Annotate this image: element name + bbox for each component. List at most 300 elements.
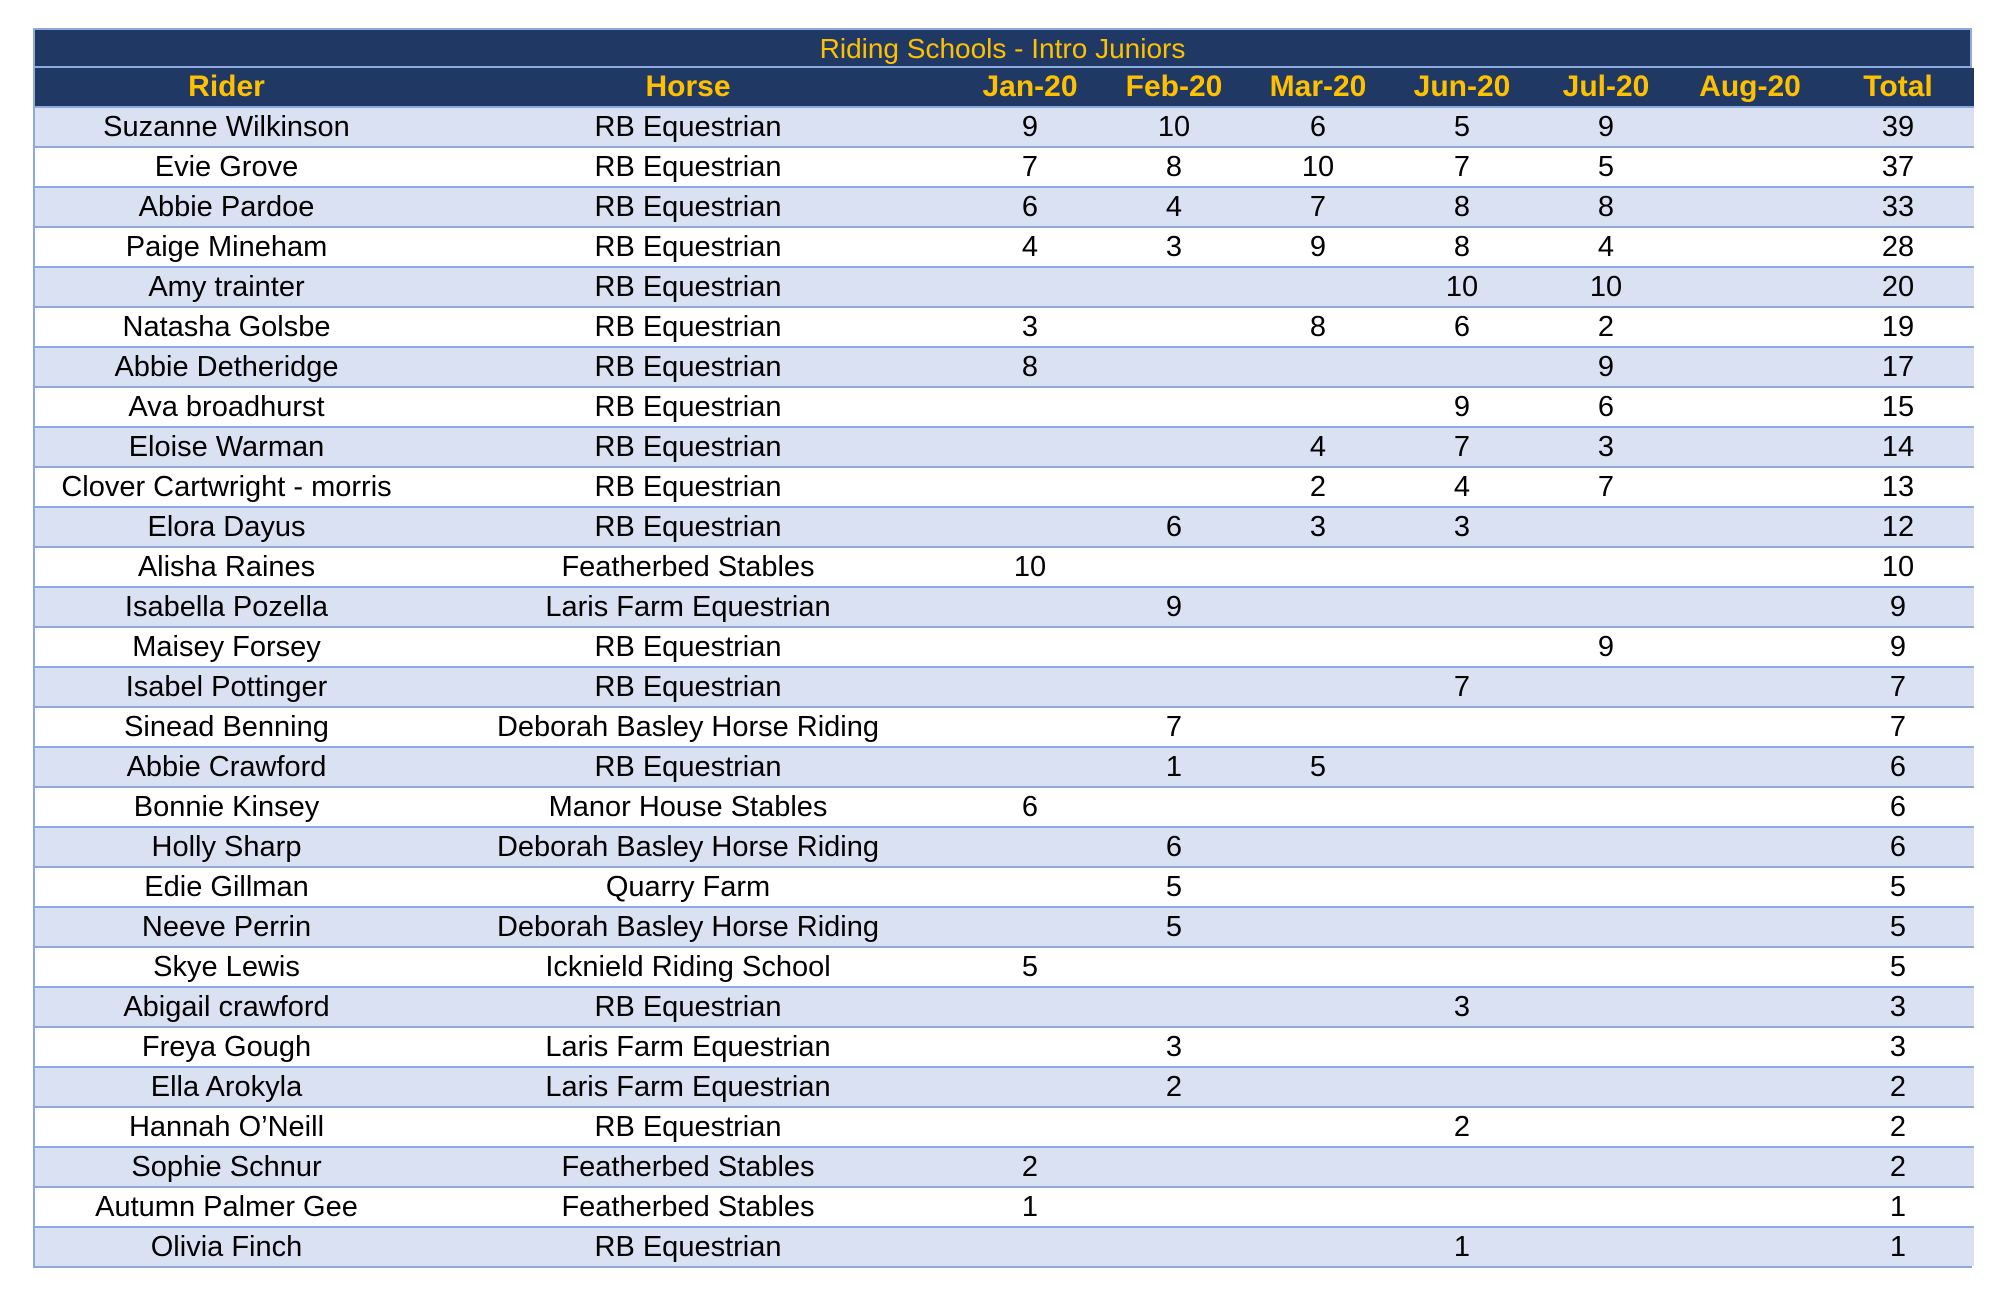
table-row bbox=[35, 747, 1974, 787]
rider-cell: Paige Mineham bbox=[35, 227, 418, 267]
jul-20-cell bbox=[1534, 507, 1678, 547]
column-header-mar-20: Mar-20 bbox=[1246, 68, 1390, 107]
rider-cell: Amy trainter bbox=[35, 267, 418, 307]
rider-cell: Ava broadhurst bbox=[35, 387, 418, 427]
jun-20-cell: 8 bbox=[1390, 187, 1534, 227]
rider-cell: Abbie Pardoe bbox=[35, 187, 418, 227]
jun-20-cell: 1 bbox=[1390, 1227, 1534, 1266]
total-cell: 1 bbox=[1822, 1227, 1974, 1266]
jan-20-cell: 3 bbox=[958, 307, 1102, 347]
jun-20-cell: 6 bbox=[1390, 307, 1534, 347]
total-cell: 1 bbox=[1822, 1187, 1974, 1227]
rider-cell: Olivia Finch bbox=[35, 1227, 418, 1266]
total-cell: 5 bbox=[1822, 867, 1974, 907]
mar-20-cell bbox=[1246, 707, 1390, 747]
total-cell: 3 bbox=[1822, 1027, 1974, 1067]
feb-20-cell: 3 bbox=[1102, 227, 1246, 267]
table-row bbox=[35, 1067, 1974, 1107]
mar-20-cell bbox=[1246, 907, 1390, 947]
mar-20-cell bbox=[1246, 547, 1390, 587]
results-sheet bbox=[33, 28, 1972, 1268]
horse-cell: RB Equestrian bbox=[418, 387, 958, 427]
horse-cell: Laris Farm Equestrian bbox=[418, 1027, 958, 1067]
jan-20-cell bbox=[958, 267, 1102, 307]
jun-20-cell bbox=[1390, 747, 1534, 787]
mar-20-cell: 10 bbox=[1246, 147, 1390, 187]
jun-20-cell bbox=[1390, 827, 1534, 867]
jun-20-cell: 3 bbox=[1390, 507, 1534, 547]
total-cell: 7 bbox=[1822, 667, 1974, 707]
horse-cell: RB Equestrian bbox=[418, 187, 958, 227]
jan-20-cell bbox=[958, 827, 1102, 867]
jul-20-cell: 5 bbox=[1534, 147, 1678, 187]
jun-20-cell: 2 bbox=[1390, 1107, 1534, 1147]
mar-20-cell: 4 bbox=[1246, 427, 1390, 467]
rider-cell: Freya Gough bbox=[35, 1027, 418, 1067]
mar-20-cell bbox=[1246, 987, 1390, 1027]
jan-20-cell bbox=[958, 747, 1102, 787]
jan-20-cell: 1 bbox=[958, 1187, 1102, 1227]
aug-20-cell bbox=[1678, 307, 1822, 347]
horse-cell: RB Equestrian bbox=[418, 467, 958, 507]
rider-cell: Abigail crawford bbox=[35, 987, 418, 1027]
aug-20-cell bbox=[1678, 627, 1822, 667]
aug-20-cell bbox=[1678, 147, 1822, 187]
jan-20-cell: 6 bbox=[958, 787, 1102, 827]
feb-20-cell: 9 bbox=[1102, 587, 1246, 627]
total-cell: 2 bbox=[1822, 1107, 1974, 1147]
jun-20-cell bbox=[1390, 787, 1534, 827]
rider-cell: Abbie Crawford bbox=[35, 747, 418, 787]
table-body bbox=[35, 107, 1974, 1266]
jul-20-cell: 9 bbox=[1534, 627, 1678, 667]
horse-cell: RB Equestrian bbox=[418, 107, 958, 147]
jul-20-cell bbox=[1534, 787, 1678, 827]
horse-cell: RB Equestrian bbox=[418, 987, 958, 1027]
aug-20-cell bbox=[1678, 1107, 1822, 1147]
jun-20-cell: 7 bbox=[1390, 427, 1534, 467]
jan-20-cell: 10 bbox=[958, 547, 1102, 587]
rider-cell: Abbie Detheridge bbox=[35, 347, 418, 387]
total-cell: 10 bbox=[1822, 547, 1974, 587]
table-row bbox=[35, 347, 1974, 387]
total-cell: 9 bbox=[1822, 627, 1974, 667]
jan-20-cell bbox=[958, 1027, 1102, 1067]
column-header-jul-20: Jul-20 bbox=[1534, 68, 1678, 107]
aug-20-cell bbox=[1678, 787, 1822, 827]
aug-20-cell bbox=[1678, 947, 1822, 987]
jul-20-cell bbox=[1534, 1227, 1678, 1266]
rider-cell: Skye Lewis bbox=[35, 947, 418, 987]
feb-20-cell bbox=[1102, 307, 1246, 347]
jan-20-cell bbox=[958, 667, 1102, 707]
total-cell: 5 bbox=[1822, 947, 1974, 987]
mar-20-cell bbox=[1246, 667, 1390, 707]
jan-20-cell: 4 bbox=[958, 227, 1102, 267]
feb-20-cell bbox=[1102, 467, 1246, 507]
jul-20-cell bbox=[1534, 1067, 1678, 1107]
mar-20-cell bbox=[1246, 347, 1390, 387]
total-cell: 7 bbox=[1822, 707, 1974, 747]
horse-cell: RB Equestrian bbox=[418, 627, 958, 667]
table-row bbox=[35, 467, 1974, 507]
table-row bbox=[35, 427, 1974, 467]
jun-20-cell bbox=[1390, 587, 1534, 627]
total-cell: 37 bbox=[1822, 147, 1974, 187]
aug-20-cell bbox=[1678, 427, 1822, 467]
mar-20-cell bbox=[1246, 787, 1390, 827]
jul-20-cell bbox=[1534, 1147, 1678, 1187]
jun-20-cell bbox=[1390, 1067, 1534, 1107]
table-row bbox=[35, 147, 1974, 187]
table-row bbox=[35, 1147, 1974, 1187]
rider-cell: Ella Arokyla bbox=[35, 1067, 418, 1107]
table-row bbox=[35, 227, 1974, 267]
aug-20-cell bbox=[1678, 227, 1822, 267]
table-row bbox=[35, 1227, 1974, 1266]
jan-20-cell bbox=[958, 707, 1102, 747]
rider-cell: Holly Sharp bbox=[35, 827, 418, 867]
total-cell: 17 bbox=[1822, 347, 1974, 387]
mar-20-cell bbox=[1246, 947, 1390, 987]
jan-20-cell bbox=[958, 1067, 1102, 1107]
table-row bbox=[35, 947, 1974, 987]
mar-20-cell: 7 bbox=[1246, 187, 1390, 227]
jun-20-cell: 7 bbox=[1390, 667, 1534, 707]
jan-20-cell: 8 bbox=[958, 347, 1102, 387]
horse-cell: RB Equestrian bbox=[418, 747, 958, 787]
mar-20-cell bbox=[1246, 1147, 1390, 1187]
rider-cell: Edie Gillman bbox=[35, 867, 418, 907]
rider-cell: Alisha Raines bbox=[35, 547, 418, 587]
horse-cell: Laris Farm Equestrian bbox=[418, 587, 958, 627]
aug-20-cell bbox=[1678, 707, 1822, 747]
jun-20-cell: 10 bbox=[1390, 267, 1534, 307]
mar-20-cell bbox=[1246, 1027, 1390, 1067]
jul-20-cell bbox=[1534, 707, 1678, 747]
jul-20-cell bbox=[1534, 547, 1678, 587]
feb-20-cell bbox=[1102, 667, 1246, 707]
table-row bbox=[35, 267, 1974, 307]
column-header-jun-20: Jun-20 bbox=[1390, 68, 1534, 107]
feb-20-cell bbox=[1102, 1147, 1246, 1187]
jun-20-cell bbox=[1390, 947, 1534, 987]
aug-20-cell bbox=[1678, 907, 1822, 947]
rider-cell: Sinead Benning bbox=[35, 707, 418, 747]
jun-20-cell bbox=[1390, 867, 1534, 907]
column-header-aug-20: Aug-20 bbox=[1678, 68, 1822, 107]
aug-20-cell bbox=[1678, 1027, 1822, 1067]
jan-20-cell: 6 bbox=[958, 187, 1102, 227]
mar-20-cell: 8 bbox=[1246, 307, 1390, 347]
table-row bbox=[35, 867, 1974, 907]
table-row bbox=[35, 107, 1974, 147]
feb-20-cell bbox=[1102, 947, 1246, 987]
table-row bbox=[35, 787, 1974, 827]
mar-20-cell bbox=[1246, 827, 1390, 867]
aug-20-cell bbox=[1678, 107, 1822, 147]
horse-cell: RB Equestrian bbox=[418, 1227, 958, 1266]
jun-20-cell: 3 bbox=[1390, 987, 1534, 1027]
jul-20-cell: 2 bbox=[1534, 307, 1678, 347]
jul-20-cell bbox=[1534, 1107, 1678, 1147]
feb-20-cell: 4 bbox=[1102, 187, 1246, 227]
column-header-feb-20: Feb-20 bbox=[1102, 68, 1246, 107]
table-row bbox=[35, 187, 1974, 227]
jun-20-cell bbox=[1390, 1147, 1534, 1187]
column-header-rider: Rider bbox=[35, 68, 418, 107]
aug-20-cell bbox=[1678, 827, 1822, 867]
horse-cell: Manor House Stables bbox=[418, 787, 958, 827]
rider-cell: Neeve Perrin bbox=[35, 907, 418, 947]
mar-20-cell bbox=[1246, 267, 1390, 307]
jan-20-cell bbox=[958, 627, 1102, 667]
horse-cell: RB Equestrian bbox=[418, 427, 958, 467]
aug-20-cell bbox=[1678, 747, 1822, 787]
total-cell: 2 bbox=[1822, 1147, 1974, 1187]
column-header-total: Total bbox=[1822, 68, 1974, 107]
total-cell: 28 bbox=[1822, 227, 1974, 267]
feb-20-cell bbox=[1102, 787, 1246, 827]
rider-cell: Isabel Pottinger bbox=[35, 667, 418, 707]
horse-cell: RB Equestrian bbox=[418, 227, 958, 267]
mar-20-cell bbox=[1246, 627, 1390, 667]
jul-20-cell: 8 bbox=[1534, 187, 1678, 227]
horse-cell: Quarry Farm bbox=[418, 867, 958, 907]
column-header-horse: Horse bbox=[418, 68, 958, 107]
table-row bbox=[35, 1027, 1974, 1067]
rider-cell: Sophie Schnur bbox=[35, 1147, 418, 1187]
jan-20-cell bbox=[958, 867, 1102, 907]
feb-20-cell: 6 bbox=[1102, 827, 1246, 867]
jan-20-cell bbox=[958, 987, 1102, 1027]
rider-cell: Suzanne Wilkinson bbox=[35, 107, 418, 147]
horse-cell: Deborah Basley Horse Riding bbox=[418, 707, 958, 747]
jan-20-cell bbox=[958, 587, 1102, 627]
mar-20-cell bbox=[1246, 1107, 1390, 1147]
rider-cell: Autumn Palmer Gee bbox=[35, 1187, 418, 1227]
total-cell: 39 bbox=[1822, 107, 1974, 147]
aug-20-cell bbox=[1678, 1227, 1822, 1266]
rider-cell: Evie Grove bbox=[35, 147, 418, 187]
aug-20-cell bbox=[1678, 267, 1822, 307]
jan-20-cell bbox=[958, 1227, 1102, 1266]
aug-20-cell bbox=[1678, 387, 1822, 427]
jul-20-cell bbox=[1534, 827, 1678, 867]
jan-20-cell bbox=[958, 907, 1102, 947]
horse-cell: RB Equestrian bbox=[418, 1107, 958, 1147]
mar-20-cell bbox=[1246, 1067, 1390, 1107]
table-row bbox=[35, 507, 1974, 547]
feb-20-cell: 5 bbox=[1102, 867, 1246, 907]
jan-20-cell: 9 bbox=[958, 107, 1102, 147]
jul-20-cell bbox=[1534, 987, 1678, 1027]
jun-20-cell bbox=[1390, 1027, 1534, 1067]
feb-20-cell bbox=[1102, 347, 1246, 387]
jun-20-cell: 4 bbox=[1390, 467, 1534, 507]
aug-20-cell bbox=[1678, 867, 1822, 907]
feb-20-cell bbox=[1102, 1187, 1246, 1227]
jun-20-cell bbox=[1390, 707, 1534, 747]
aug-20-cell bbox=[1678, 587, 1822, 627]
total-cell: 6 bbox=[1822, 827, 1974, 867]
total-cell: 15 bbox=[1822, 387, 1974, 427]
jun-20-cell bbox=[1390, 547, 1534, 587]
table-row bbox=[35, 627, 1974, 667]
jan-20-cell: 7 bbox=[958, 147, 1102, 187]
total-cell: 33 bbox=[1822, 187, 1974, 227]
total-cell: 3 bbox=[1822, 987, 1974, 1027]
mar-20-cell bbox=[1246, 1227, 1390, 1266]
jun-20-cell bbox=[1390, 907, 1534, 947]
jul-20-cell: 3 bbox=[1534, 427, 1678, 467]
feb-20-cell: 10 bbox=[1102, 107, 1246, 147]
mar-20-cell: 6 bbox=[1246, 107, 1390, 147]
horse-cell: RB Equestrian bbox=[418, 347, 958, 387]
rider-cell: Clover Cartwright - morris bbox=[35, 467, 418, 507]
jul-20-cell bbox=[1534, 587, 1678, 627]
horse-cell: Deborah Basley Horse Riding bbox=[418, 827, 958, 867]
jan-20-cell bbox=[958, 507, 1102, 547]
jul-20-cell: 7 bbox=[1534, 467, 1678, 507]
header-row bbox=[35, 68, 1974, 107]
table-row bbox=[35, 1107, 1974, 1147]
feb-20-cell bbox=[1102, 1227, 1246, 1266]
total-cell: 6 bbox=[1822, 787, 1974, 827]
horse-cell: RB Equestrian bbox=[418, 307, 958, 347]
total-cell: 5 bbox=[1822, 907, 1974, 947]
rider-cell: Bonnie Kinsey bbox=[35, 787, 418, 827]
horse-cell: Featherbed Stables bbox=[418, 1147, 958, 1187]
jun-20-cell bbox=[1390, 347, 1534, 387]
jul-20-cell: 9 bbox=[1534, 107, 1678, 147]
jan-20-cell bbox=[958, 1107, 1102, 1147]
mar-20-cell bbox=[1246, 1187, 1390, 1227]
aug-20-cell bbox=[1678, 187, 1822, 227]
aug-20-cell bbox=[1678, 1067, 1822, 1107]
feb-20-cell: 2 bbox=[1102, 1067, 1246, 1107]
horse-cell: Icknield Riding School bbox=[418, 947, 958, 987]
rider-cell: Hannah O’Neill bbox=[35, 1107, 418, 1147]
total-cell: 9 bbox=[1822, 587, 1974, 627]
feb-20-cell bbox=[1102, 387, 1246, 427]
aug-20-cell bbox=[1678, 667, 1822, 707]
jul-20-cell: 9 bbox=[1534, 347, 1678, 387]
jul-20-cell: 4 bbox=[1534, 227, 1678, 267]
mar-20-cell: 2 bbox=[1246, 467, 1390, 507]
table-row bbox=[35, 707, 1974, 747]
total-cell: 12 bbox=[1822, 507, 1974, 547]
jun-20-cell bbox=[1390, 627, 1534, 667]
jul-20-cell bbox=[1534, 947, 1678, 987]
results-table bbox=[35, 68, 1974, 1266]
feb-20-cell bbox=[1102, 1107, 1246, 1147]
jan-20-cell bbox=[958, 467, 1102, 507]
feb-20-cell bbox=[1102, 427, 1246, 467]
aug-20-cell bbox=[1678, 987, 1822, 1027]
jan-20-cell bbox=[958, 427, 1102, 467]
feb-20-cell bbox=[1102, 547, 1246, 587]
aug-20-cell bbox=[1678, 507, 1822, 547]
total-cell: 13 bbox=[1822, 467, 1974, 507]
mar-20-cell: 3 bbox=[1246, 507, 1390, 547]
jan-20-cell: 2 bbox=[958, 1147, 1102, 1187]
mar-20-cell: 5 bbox=[1246, 747, 1390, 787]
mar-20-cell: 9 bbox=[1246, 227, 1390, 267]
jul-20-cell bbox=[1534, 907, 1678, 947]
total-cell: 19 bbox=[1822, 307, 1974, 347]
aug-20-cell bbox=[1678, 547, 1822, 587]
jul-20-cell: 10 bbox=[1534, 267, 1678, 307]
mar-20-cell bbox=[1246, 867, 1390, 907]
feb-20-cell bbox=[1102, 987, 1246, 1027]
jul-20-cell: 6 bbox=[1534, 387, 1678, 427]
horse-cell: Deborah Basley Horse Riding bbox=[418, 907, 958, 947]
horse-cell: Featherbed Stables bbox=[418, 547, 958, 587]
horse-cell: RB Equestrian bbox=[418, 507, 958, 547]
rider-cell: Maisey Forsey bbox=[35, 627, 418, 667]
feb-20-cell: 8 bbox=[1102, 147, 1246, 187]
jun-20-cell: 7 bbox=[1390, 147, 1534, 187]
aug-20-cell bbox=[1678, 467, 1822, 507]
table-row bbox=[35, 307, 1974, 347]
total-cell: 2 bbox=[1822, 1067, 1974, 1107]
total-cell: 14 bbox=[1822, 427, 1974, 467]
feb-20-cell bbox=[1102, 267, 1246, 307]
aug-20-cell bbox=[1678, 1187, 1822, 1227]
rider-cell: Eloise Warman bbox=[35, 427, 418, 467]
jul-20-cell bbox=[1534, 867, 1678, 907]
sheet-title: Riding Schools - Intro Juniors bbox=[35, 30, 1970, 68]
jun-20-cell: 9 bbox=[1390, 387, 1534, 427]
jul-20-cell bbox=[1534, 667, 1678, 707]
table-row bbox=[35, 1187, 1974, 1227]
table-row bbox=[35, 987, 1974, 1027]
horse-cell: RB Equestrian bbox=[418, 267, 958, 307]
horse-cell: Laris Farm Equestrian bbox=[418, 1067, 958, 1107]
feb-20-cell: 5 bbox=[1102, 907, 1246, 947]
jul-20-cell bbox=[1534, 1027, 1678, 1067]
table-row bbox=[35, 667, 1974, 707]
table-row bbox=[35, 587, 1974, 627]
jan-20-cell bbox=[958, 387, 1102, 427]
table-row bbox=[35, 387, 1974, 427]
rider-cell: Natasha Golsbe bbox=[35, 307, 418, 347]
jun-20-cell: 5 bbox=[1390, 107, 1534, 147]
table-row bbox=[35, 827, 1974, 867]
feb-20-cell: 3 bbox=[1102, 1027, 1246, 1067]
jul-20-cell bbox=[1534, 747, 1678, 787]
aug-20-cell bbox=[1678, 1147, 1822, 1187]
mar-20-cell bbox=[1246, 587, 1390, 627]
total-cell: 6 bbox=[1822, 747, 1974, 787]
rider-cell: Isabella Pozella bbox=[35, 587, 418, 627]
feb-20-cell: 7 bbox=[1102, 707, 1246, 747]
total-cell: 20 bbox=[1822, 267, 1974, 307]
feb-20-cell: 1 bbox=[1102, 747, 1246, 787]
rider-cell: Elora Dayus bbox=[35, 507, 418, 547]
aug-20-cell bbox=[1678, 347, 1822, 387]
jan-20-cell: 5 bbox=[958, 947, 1102, 987]
column-header-jan-20: Jan-20 bbox=[958, 68, 1102, 107]
feb-20-cell: 6 bbox=[1102, 507, 1246, 547]
jun-20-cell: 8 bbox=[1390, 227, 1534, 267]
table-row bbox=[35, 547, 1974, 587]
jul-20-cell bbox=[1534, 1187, 1678, 1227]
horse-cell: RB Equestrian bbox=[418, 667, 958, 707]
horse-cell: RB Equestrian bbox=[418, 147, 958, 187]
mar-20-cell bbox=[1246, 387, 1390, 427]
